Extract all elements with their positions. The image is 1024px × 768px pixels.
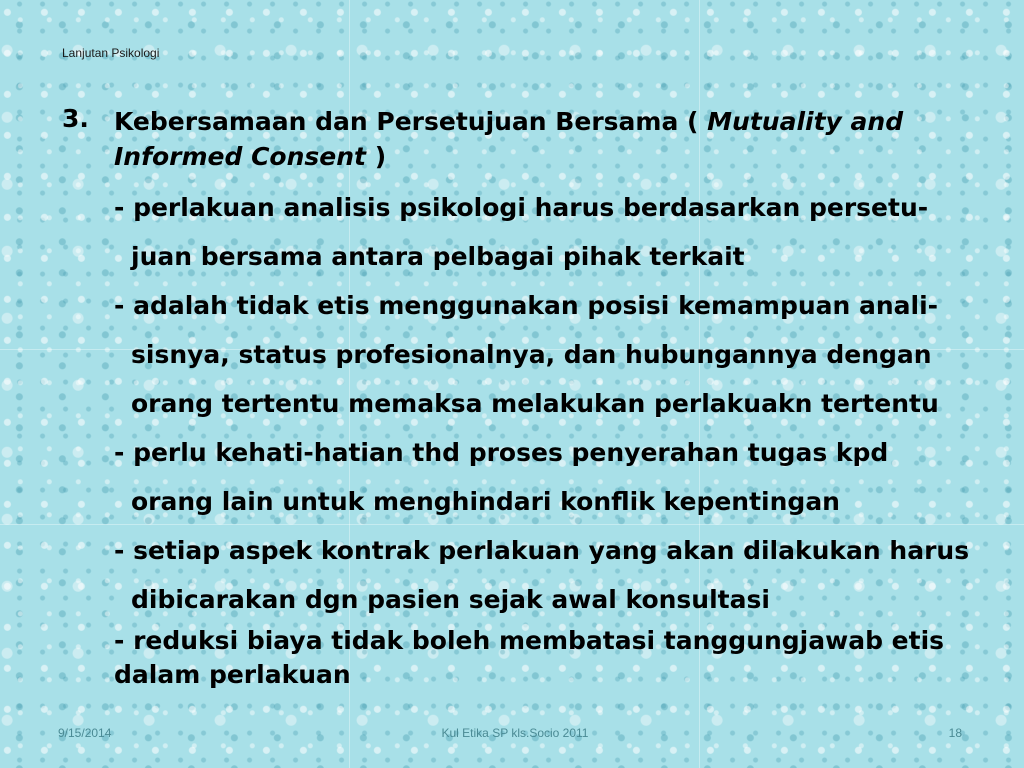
item-title-italic-1: Mutuality and [707, 107, 904, 136]
bullet-continuation-line: dibicarakan dgn pasien sejak awal konsultasi [131, 585, 770, 614]
item-title-plain: Kebersamaan dan Persetujuan Bersama ( [114, 107, 708, 136]
item-title-italic-2: Informed Consent [114, 142, 366, 171]
bullet-line: - perlakuan analisis psikologi harus berdasarkan persetu- [114, 193, 929, 222]
bullet-continuation-line: dalam perlakuan [114, 660, 351, 689]
bullet-continuation-line: juan bersama antara pelbagai pihak terkait [131, 242, 745, 271]
list-item-number: 3. [62, 104, 89, 133]
slide-content [114, 104, 994, 692]
bullet-line: - setiap aspek kontrak perlakuan yang akan dilakukan harus [114, 536, 970, 565]
bullet-line-last [114, 624, 994, 692]
bullet-line: - reduksi biaya tidak boleh membatasi tanggungjawab etis [114, 626, 945, 655]
item-title-close: ) [366, 142, 387, 171]
slide-header: Lanjutan Psikologi [62, 46, 160, 60]
item-title [114, 104, 994, 174]
bullet-continuation-line: orang lain untuk menghindari konflik kepentingan [131, 487, 840, 516]
bullet-line: - adalah tidak etis menggunakan posisi kemampuan anali- [114, 291, 939, 320]
bullet-continuation-line: sisnya, status profesionalnya, dan hubungannya dengan [131, 340, 932, 369]
slide-page-number: 18 [948, 726, 962, 740]
footer-title: Kul Etika SP kls.Socio 2011 [441, 726, 589, 740]
footer-date: 9/15/2014 [58, 726, 112, 740]
bullet-continuation-line: orang tertentu memaksa melakukan perlakuakn tertentu [131, 389, 939, 418]
bullet-line: - perlu kehati-hatian thd proses penyerahan tugas kpd [114, 438, 889, 467]
